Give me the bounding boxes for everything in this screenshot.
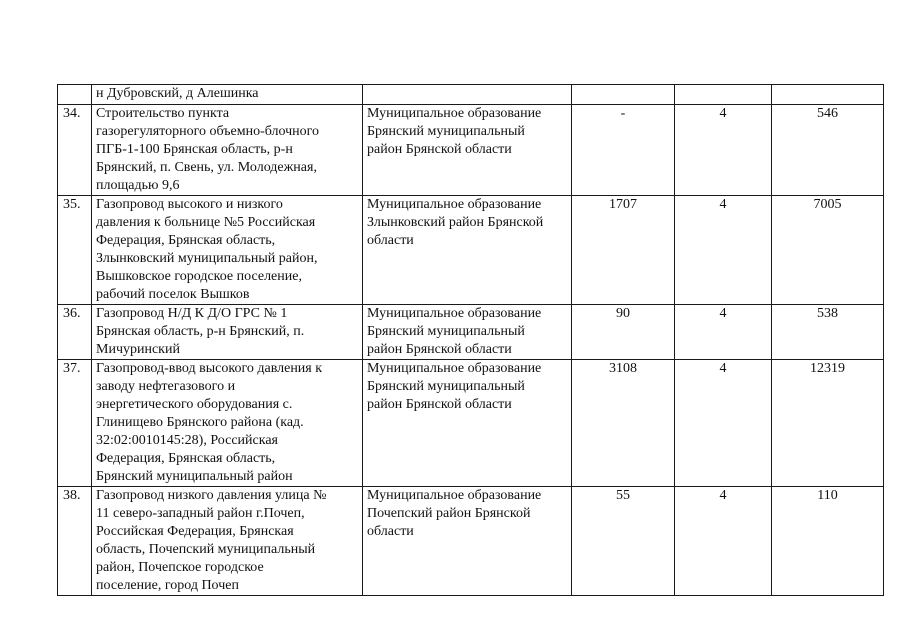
row-number-cell: 38.	[58, 487, 92, 596]
owner-cell: Муниципальное образование Брянский муниципальный район Брянской области	[363, 105, 572, 196]
class-cell: 4	[675, 360, 772, 487]
row-number-cell: 35.	[58, 196, 92, 305]
length-cell: 55	[572, 487, 675, 596]
table-row	[58, 360, 884, 487]
value-cell	[772, 85, 884, 105]
table-row	[58, 196, 884, 305]
length-cell: 90	[572, 305, 675, 360]
row-number-cell: 36.	[58, 305, 92, 360]
class-cell: 4	[675, 487, 772, 596]
owner-cell: Муниципальное образование Брянский муниципальный район Брянской области	[363, 305, 572, 360]
owner-cell: Муниципальное образование Злынковский район Брянской области	[363, 196, 572, 305]
object-name-cell: Строительство пункта газорегуляторного объемно-блочного ПГБ-1-100 Брянская область, р-н Брянский, п. Свень, ул. Молодежная, площадью 9,6	[92, 105, 363, 196]
length-cell: 1707	[572, 196, 675, 305]
object-name-cell: Газопровод-ввод высокого давления к заводу нефтегазового и энергетического оборудования с. Глинищево Брянского района (кад. 32:02:0010145:28), Российская Федерация, Брянская область, Брянский муниципальный район	[92, 360, 363, 487]
owner-cell: Муниципальное образование Брянский муниципальный район Брянской области	[363, 360, 572, 487]
value-cell: 546	[772, 105, 884, 196]
document-table	[57, 84, 884, 596]
table-row	[58, 305, 884, 360]
class-cell	[675, 85, 772, 105]
length-cell	[572, 85, 675, 105]
value-cell: 7005	[772, 196, 884, 305]
object-name-cell: Газопровод Н/Д К Д/О ГРС № 1 Брянская область, р-н Брянский, п. Мичуринский	[92, 305, 363, 360]
object-name-cell: Газопровод высокого и низкого давления к больнице №5 Российская Федерация, Брянская область, Злынковский муниципальный район, Вышковское городское поселение, рабочий поселок Вышков	[92, 196, 363, 305]
value-cell: 110	[772, 487, 884, 596]
class-cell: 4	[675, 196, 772, 305]
value-cell: 12319	[772, 360, 884, 487]
value-cell: 538	[772, 305, 884, 360]
object-name-cell: н Дубровский, д Алешинка	[92, 85, 363, 105]
class-cell: 4	[675, 105, 772, 196]
table-row	[58, 487, 884, 596]
table-row	[58, 85, 884, 105]
table-row	[58, 105, 884, 196]
object-name-cell: Газопровод низкого давления улица № 11 северо-западный район г.Почеп, Российская Федерация, Брянская область, Почепский муниципальный район, Почепское городское поселение, город Почеп	[92, 487, 363, 596]
owner-cell: Муниципальное образование Почепский район Брянской области	[363, 487, 572, 596]
row-number-cell: 34.	[58, 105, 92, 196]
row-number-cell	[58, 85, 92, 105]
length-cell: 3108	[572, 360, 675, 487]
class-cell: 4	[675, 305, 772, 360]
length-cell: -	[572, 105, 675, 196]
row-number-cell: 37.	[58, 360, 92, 487]
owner-cell	[363, 85, 572, 105]
